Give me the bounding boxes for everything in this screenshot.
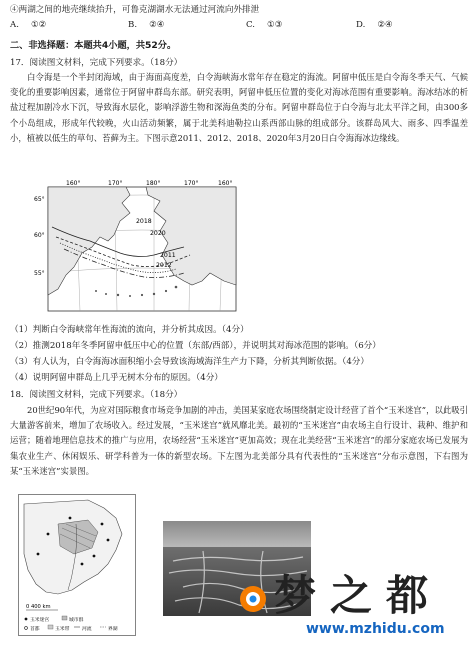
lon-label-160w: 160° bbox=[66, 180, 81, 187]
legend-corn-belt: 玉米带 bbox=[55, 627, 70, 632]
choice-b[interactable]: B. ②④ bbox=[128, 20, 165, 30]
lat-label-55: 55° bbox=[34, 270, 45, 277]
option-statement-4: ④两湖之间的地壳继续抬升，可鲁克湖湖水无法通过河流向外排泄 bbox=[10, 5, 260, 15]
label-2018: 2018 bbox=[136, 218, 152, 225]
choice-a[interactable]: A. ①② bbox=[10, 20, 47, 30]
watermark-logo-icon bbox=[238, 584, 268, 614]
lat-label-60: 60° bbox=[34, 232, 45, 239]
section-2-title: 二、非选择题：本题共4小题，共52分。 bbox=[10, 40, 177, 51]
q18-paragraph: 20世纪90年代，为应对国际粮食市场竞争加剧的冲击，美国某家庭农场围绕制定设计经营了首个“玉米迷宫”，以此吸引大量游客前来，增加了农场收入。经过发展，“玉米迷宫”就风靡北美。最初的“玉米迷宫”由农场主自行设计、栽种、维护和运营；随着地理信息技术的推广与应用，农场经营“玉米迷宫”更加高效；现在北美经营“玉米迷宫”的部分家庭农场已发展为集农业生产、休闲娱乐、研学科普为一体的新型农场。下左图为北美部分具有代表性的“玉米迷宫”分布示意图，下右图为某“玉米迷宫”实景图。 bbox=[10, 405, 468, 476]
lat-label-65: 65° bbox=[34, 196, 45, 203]
choice-d[interactable]: D. ②④ bbox=[356, 20, 393, 30]
q17-paragraph: 白令海是一个半封闭海域，由于海面高度差，白令海峡海水常年存在稳定的海流。阿留申低压是白令海冬季天气、气候变化的重要影响因素，通常位于阿留申群岛东部。研究表明，阿留申低压位置的变化对海冰范围有重要影响。海冰结冰的析盐过程加剧冷水下沉，导致海水层化，影响浮游生物和深海鱼类的分布。阿留申群岛位于白令海与北太平洋之间，由300多个小岛组成，形成年代较晚，火山活动频繁，属于北美科迪勒拉山系西部山脉的组成部分。该群岛风大、雨多、四季温差小，植被以低生的草句、苔藓为主。下图示意2011、2012、2018、2020年3月20日白令海海冰边缘线。 bbox=[10, 72, 468, 143]
corn-maze-distribution-map bbox=[18, 494, 136, 636]
lon-label-160e: 160° bbox=[218, 180, 233, 187]
legend-boundary-lake: 界湖 bbox=[108, 627, 118, 632]
lon-label-170: 170° bbox=[108, 180, 123, 187]
q18-title: 18．阅读图文材料，完成下列要求。（18分） bbox=[10, 390, 183, 400]
q17-question-1: （1）判断白令海峡常年性海流的流向，并分析其成因。（4分） bbox=[10, 325, 249, 335]
legend-capital: 首都 bbox=[30, 627, 40, 632]
q17-question-2: （2）推测2018年冬季阿留申低压中心的位置（东部/西部），并说明其对海冰范围的影响。（6分） bbox=[10, 341, 381, 351]
watermark-brand: 梦之都 bbox=[274, 571, 443, 620]
legend-city-cluster: 城市群 bbox=[69, 618, 84, 623]
bering-sea-ice-map bbox=[34, 177, 242, 317]
legend-river: 河流 bbox=[82, 627, 92, 632]
label-2011: 2011 bbox=[160, 252, 176, 259]
watermark-url[interactable]: www.mzhidu.com bbox=[306, 621, 445, 637]
map2-scale-label: 0 400 km bbox=[26, 604, 51, 610]
label-2020: 2020 bbox=[150, 230, 166, 237]
q17-question-4: （4）说明阿留申群岛上几乎无树木分布的原因。（4分） bbox=[10, 373, 223, 383]
q17-title: 17．阅读图文材料，完成下列要求。（18分） bbox=[10, 58, 183, 68]
choice-c[interactable]: C. ①③ bbox=[246, 20, 283, 30]
lon-label-180: 180° bbox=[146, 180, 161, 187]
label-2012: 2012 bbox=[156, 262, 172, 269]
q17-question-3: （3）有人认为，白令海海冰面积缩小会导致该海域海洋生产力下降，分析其判断依据。（4分） bbox=[10, 357, 369, 367]
lon-label-170b: 170° bbox=[184, 180, 199, 187]
legend-corn-maze: 玉米迷宫 bbox=[30, 618, 50, 623]
